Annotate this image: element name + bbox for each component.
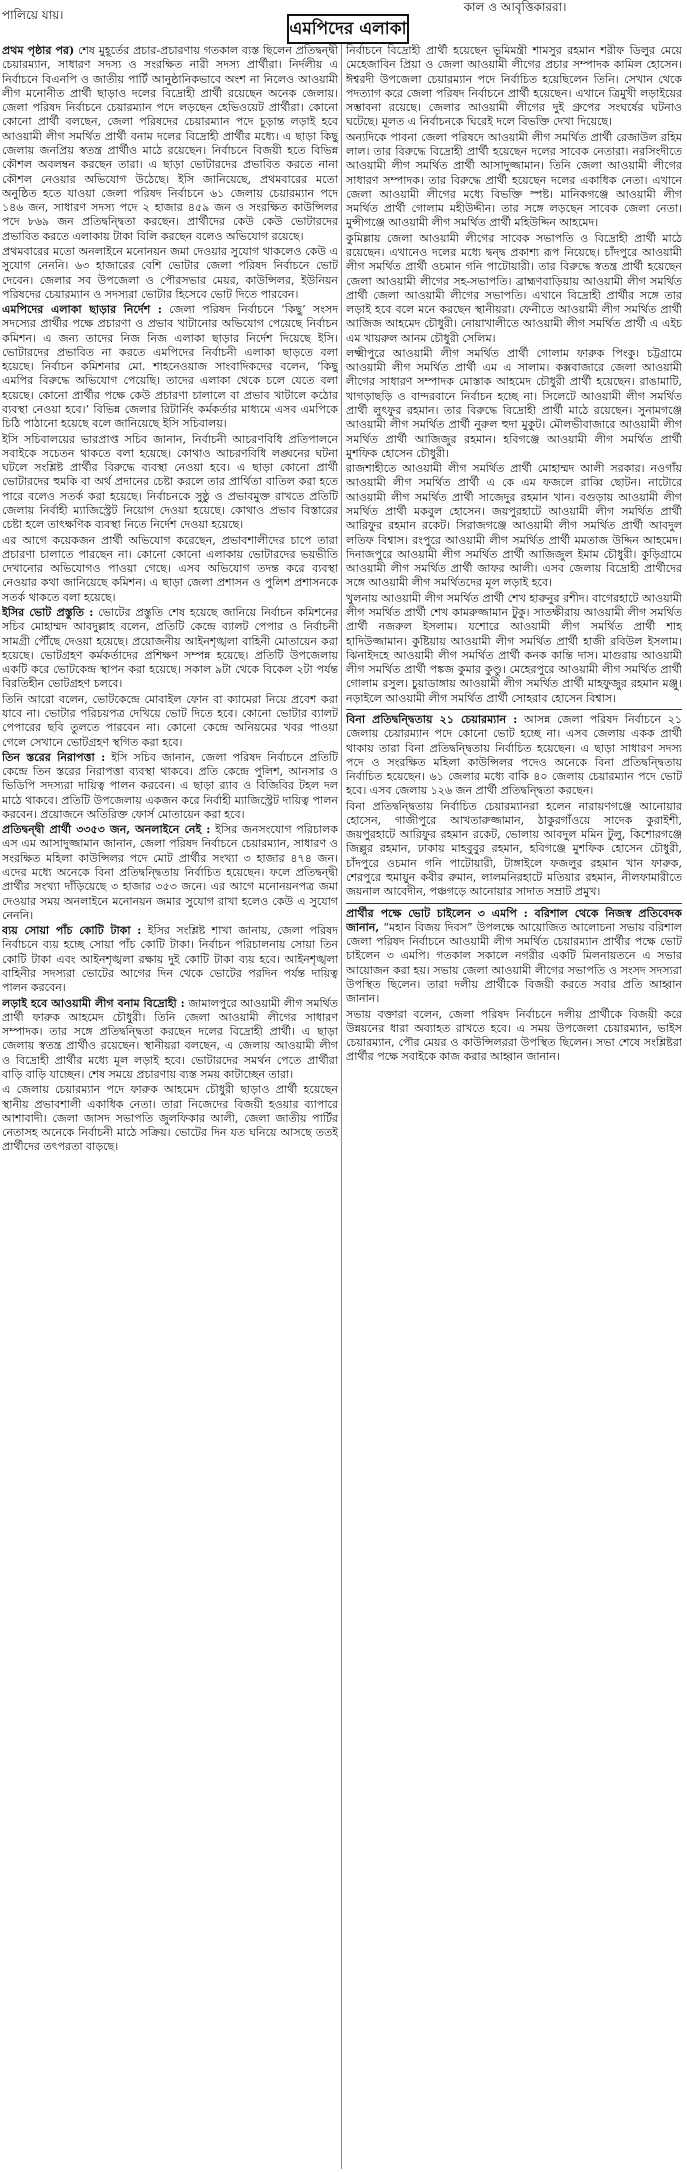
article-title: এমপিদের এলাকা	[287, 14, 409, 44]
section-rule	[346, 709, 682, 710]
paragraph: রাজশাহীতে আওয়ামী লীগ সমর্থিত প্রার্থী মোহাম্মদ আলী সরকার। নওগাঁয় আওয়ামী লীগ সমর্থিত প্রার্থী এ কে এম ফজলে রাব্বি ছোটন। নাটোরে আওয়ামী লীগ সমর্থিত প্রার্থী সাজেদুর রহমান খান। বগুড়ায় আওয়ামী লীগ সমর্থিত প্রার্থী মকবুল হোসেন। জয়পুরহাটে আওয়ামী লীগ সমর্থিত প্রার্থী আরিফুর রহমান রকেট। সিরাজগঞ্জে আওয়ামী লীগ সমর্থিত প্রার্থী আবদুল লতিফ বিশ্বাস। রংপুরে আওয়ামী লীগ সমর্থিত প্রার্থী মমতাজ উদ্দিন আহমেদ। দিনাজপুরে আওয়ামী লীগ সমর্থিত প্রার্থী আজিজুল ইমাম চৌধুরী। কুড়িগ্রামে আওয়ামী লীগ সমর্থিত প্রার্থী জাফর আলী। এসব জেলায় বিদ্রোহী প্রার্থীদের সঙ্গে আওয়ামী লীগ সমর্থিতদের মূল লড়াই হবে।	[346, 462, 682, 590]
subheading: এমপিদের এলাকা ছাড়ার নির্দেশ :	[2, 303, 162, 317]
paragraph: এ জেলায় চেয়ারম্যান পদে ফারুক আহমেদ চৌধুরী ছাড়াও প্রার্থী হয়েছেন স্থানীয় প্রভাবশালী একাধিক নেতা। তারা নিজেদের বিজয়ী হওয়ার ব্যাপারে আশাবাদী। জেলা জাসদ সভাপতি জুলফিকার আলী, জেলা জাতীয় পার্টির নেতাসহ অনেকে নির্বাচনী মাঠে সক্রিয়। ভোটের দিন যত ঘনিয়ে আসছে ততই প্রার্থীদের তৎপরতা বাড়ছে।	[2, 1083, 338, 1154]
paragraph: খুলনায় আওয়ামী লীগ সমর্থিত প্রার্থী শেখ হারুনুর রশীদ। বাগেরহাটে আওয়ামী লীগ সমর্থিত প্রার্থী শেখ কামরুজ্জামান টুকু। সাতক্ষীরায় আওয়ামী লীগ সমর্থিত প্রার্থী নজরুল ইসলাম। যশোরে আওয়ামী লীগ সমর্থিত প্রার্থী শাহ হাদিউজ্জামান। কুষ্টিয়ায় আওয়ামী লীগ সমর্থিত প্রার্থী হাজী রবিউল ইসলাম। ঝিনাইদহে আওয়ামী লীগ সমর্থিত প্রার্থী কনক কান্তি দাস। মাগুরায় আওয়ামী লীগ সমর্থিত প্রার্থী পঙ্কজ কুমার কুণ্ডু। মেহেরপুরে আওয়ামী লীগ সমর্থিত প্রার্থী গোলাম রসুল। চুয়াডাঙ্গায় আওয়ামী লীগ সমর্থিত প্রার্থী মাহফুজুর রহমান মঞ্জু। নড়াইলে আওয়ামী লীগ সমর্থিত প্রার্থী সোহরাব হোসেন বিশ্বাস।	[346, 591, 682, 705]
paragraph: অন্যদিকে পাবনা জেলা পরিষদে আওয়ামী লীগ সমর্থিত প্রার্থী রেজাউল রহিম লাল। তার বিরুদ্ধে বিদ্রোহী প্রার্থী হয়েছেন দলের সাবেক নেতারা। নরসিংদীতে আওয়ামী লীগ সমর্থিত প্রার্থী আসাদুজ্জামান। তিনি জেলা আওয়ামী লীগের সাধারণ সম্পাদক। তার বিরুদ্ধে প্রার্থী হয়েছেন দলের একাধিক নেতা। এখানে জেলা আওয়ামী লীগের মধ্যে বিভক্তি স্পষ্ট। মানিকগঞ্জে আওয়ামী লীগ সমর্থিত প্রার্থী গোলাম মহীউদ্দীন। তার সঙ্গে লড়ছেন সাবেক জেলা নেতা। মুন্সীগঞ্জে আওয়ামী লীগ সমর্থিত প্রার্থী মহিউদ্দিন আহমেদ।	[346, 130, 682, 230]
paragraph: তিন স্তরের নিরাপত্তা : ইসি সচিব জানান, জেলা পরিষদ নির্বাচনে প্রতিটি কেন্দ্রে তিন স্তরের নিরাপত্তা ব্যবস্থা থাকবে। প্রতি কেন্দ্রে পুলিশ, আনসার ও ভিডিপি সদস্যরা দায়িত্ব পালন করবেন। এ ছাড়া র‍্যাব ও বিজিবির টহল দল মাঠে থাকবে। প্রতিটি উপজেলায় একজন করে নির্বাহী ম্যাজিস্ট্রেট দায়িত্ব পালন করবেন। প্রয়োজনে অতিরিক্ত ফোর্স মোতায়েন করা হবে।	[2, 750, 338, 821]
paragraph: বিনা প্রতিদ্বন্দ্বিতায় ২১ চেয়ারম্যান : আসন্ন জেলা পরিষদ নির্বাচনে ২১ জেলায় চেয়ারম্যান পদে কোনো ভোট হচ্ছে না। এসব জেলায় একক প্রার্থী থাকায় তারা বিনা প্রতিদ্বন্দ্বিতায় নির্বাচিত হয়েছেন। এ ছাড়া সাধারণ সদস্য পদে ও সংরক্ষিত মহিলা কাউন্সিলর পদেও অনেকে বিনা প্রতিদ্বন্দ্বিতায় নির্বাচিত হয়েছেন। ৬১ জেলার মধ্যে বাকি ৪০ জেলায় চেয়ারম্যান পদে ভোট হবে। এসব জেলায় ১২৬ জন প্রার্থী প্রতিদ্বন্দ্বিতা করছেন।	[346, 712, 682, 798]
paragraph: তিনি আরো বলেন, ভোটকেন্দ্রে মোবাইল ফোন বা ক্যামেরা নিয়ে প্রবেশ করা যাবে না। ভোটার পরিচয়পত্র দেখিয়ে ভোট দিতে হবে। কোনো ভোটার ব্যালট পেপারের ছবি তুলতে পারবেন না। কোনো কেন্দ্রে অনিয়মের খবর পাওয়া গেলে সেখানে ভোটগ্রহণ স্থগিত করা হবে।	[2, 692, 338, 749]
continuation-text-left: পালিয়ে যায়।	[2, 8, 64, 22]
subheading: বিনা প্রতিদ্বন্দ্বিতায় ২১ চেয়ারম্যান :	[346, 712, 518, 726]
paragraph: প্রতিদ্বন্দ্বী প্রার্থী ৩৩৫৩ জন, অনলাইনে নেই : ইসির জনসংযোগ পরিচালক এস এম আসাদুজ্জামান জানান, জেলা পরিষদ নির্বাচনে চেয়ারম্যান, সাধারণ ও সংরক্ষিত মহিলা কাউন্সিলর পদে মোট প্রার্থীর সংখ্যা ৩ হাজার ৪৭৪ জন। এদের মধ্যে অনেকে বিনা প্রতিদ্বন্দ্বিতায় নির্বাচিত হয়েছেন। ফলে প্রতিদ্বন্দ্বী প্রার্থীর সংখ্যা দাঁড়িয়েছে ৩ হাজার ৩৫৩ জনে। এর আগে মনোনয়নপত্র জমা দেওয়ার সময় অনলাইনে মনোনয়ন জমার সুযোগ রাখা হলেও কেউ এ সুযোগ নেননি।	[2, 823, 338, 922]
paragraph: লড়াই হবে আওয়ামী লীগ বনাম বিদ্রোহী : জামালপুরে আওয়ামী লীগ সমর্থিত প্রার্থী ফারুক আহমেদ চৌধুরী। তিনি জেলা আওয়ামী লীগের সাধারণ সম্পাদক। তার সঙ্গে প্রতিদ্বন্দ্বিতা করছেন দলের বিদ্রোহী প্রার্থী। এ ছাড়া জেলায় স্বতন্ত্র প্রার্থীও রয়েছেন। স্থানীয়রা বলছেন, এ জেলায় আওয়ামী লীগ ও বিদ্রোহী প্রার্থীর মধ্যে মূল লড়াই হবে। ভোটারদের সমর্থন পেতে প্রার্থীরা বাড়ি বাড়ি যাচ্ছেন। শেষ সময়ে প্রচারণায় ব্যস্ত সময় কাটাচ্ছেন তারা।	[2, 996, 338, 1081]
paragraph: কুমিল্লায় জেলা আওয়ামী লীগের সাবেক সভাপতি ও বিদ্রোহী প্রার্থী মাঠে রয়েছেন। এখানেও দলের মধ্যে দ্বন্দ্ব প্রকাশ্য রূপ নিয়েছে। চাঁদপুরে আওয়ামী লীগ সমর্থিত প্রার্থী ওচমান গনি পাটোয়ারী। তার বিরুদ্ধে স্বতন্ত্র প্রার্থী হয়েছেন জেলা আওয়ামী লীগের সহ-সভাপতি। ব্রাহ্মণবাড়িয়ায় আওয়ামী লীগ সমর্থিত প্রার্থী জেলা আওয়ামী লীগের সভাপতি। এখানে বিদ্রোহী প্রার্থীর সঙ্গে তার লড়াই হবে বলে মনে করছেন স্থানীয়রা। ফেনীতে আওয়ামী লীগ সমর্থিত প্রার্থী আজিজ আহমেদ চৌধুরী। নোয়াখালীতে আওয়ামী লীগ সমর্থিত প্রার্থী এ এইচ এম খায়রুল আনম চৌধুরী সেলিম।	[346, 231, 682, 345]
paragraph: প্রার্থীর পক্ষে ভোট চাইলেন ৩ এমপি : বরিশাল থেকে নিজস্ব প্রতিবেদক জানান, “মহান বিজয় দিবস” উপলক্ষে আয়োজিত আলোচনা সভায় বরিশাল জেলা পরিষদ নির্বাচনে আওয়ামী লীগ সমর্থিত চেয়ারম্যান প্রার্থীর পক্ষে ভোট চাইলেন ৩ এমপি। গতকাল সকালে নগরীর একটি মিলনায়তনে এ সভার আয়োজন করা হয়। সভায় জেলা আওয়ামী লীগের সভাপতি ও সংসদ সদস্যরা উপস্থিত ছিলেন। তারা দলীয় প্রার্থীকে বিজয়ী করতে সবার প্রতি আহ্বান জানান।	[346, 906, 682, 1006]
paragraph: ইসি সচিবালয়ের ভারপ্রাপ্ত সচিব জানান, নির্বাচনী আচরণবিধি প্রতিপালনে সবাইকে সচেতন থাকতে বলা হয়েছে। কোথাও আচরণবিধি লঙ্ঘনের ঘটনা ঘটলে সংশ্লিষ্ট প্রার্থীর বিরুদ্ধে ব্যবস্থা নেওয়া হবে। এ ছাড়া কোনো প্রার্থী ভোটারদের হুমকি বা অর্থ প্রদানের চেষ্টা করলে তার প্রার্থিতা বাতিল করা হতে পারে বলেও সতর্ক করা হয়েছে। নির্বাচনকে সুষ্ঠু ও প্রভাবমুক্ত রাখতে প্রতিটি জেলায় নির্বাহী ম্যাজিস্ট্রেট নিয়োগ দেওয়া হয়েছে। কোথাও প্রভাব বিস্তারের চেষ্টা হলে তাৎক্ষণিক ব্যবস্থা নিতে নির্দেশ দেওয়া হয়েছে।	[2, 432, 338, 532]
subheading: তিন স্তরের নিরাপত্তা :	[2, 750, 106, 764]
paragraph: প্রথম পৃষ্ঠার পর) শেষ মুহূর্তের প্রচার-প্রচারণায় গতকাল ব্যস্ত ছিলেন প্রতিদ্বন্দ্বী চেয়ারম্যান, সাধারণ সদস্য ও সংরক্ষিত নারী সদস্য প্রার্থীরা। নির্দলীয় এ নির্বাচনে বিএনপি ও জাতীয় পার্টি আনুষ্ঠানিকভাবে অংশ না নিলেও আওয়ামী লীগ মনোনীত প্রার্থী ছাড়াও দলের বিদ্রোহী প্রার্থী রয়েছেন অনেক জেলায়। জেলা পরিষদ নির্বাচনে চেয়ারম্যান পদে লড়ছেন হেভিওয়েট প্রার্থীরা। কোনো কোনো প্রার্থী বলছেন, জেলা পরিষদের চেয়ারম্যান পদে চূড়ান্ত লড়াই হবে আওয়ামী লীগ সমর্থিত প্রার্থী বনাম দলের বিদ্রোহী প্রার্থীর মধ্যে। এ ছাড়া কিছু জেলায় জনপ্রিয় স্বতন্ত্র প্রার্থীও মাঠে রয়েছেন। নির্বাচনে বিজয়ী হতে বিভিন্ন কৌশল অবলম্বন করছেন তারা। এ ছাড়া ভোটারদের প্রভাবিত করতে নানা কৌশল নেওয়ার অভিযোগ উঠেছে। ইসি জানিয়েছে, প্রথমবারের মতো অনুষ্ঠিত হতে যাওয়া জেলা পরিষদ নির্বাচনে ৬১ জেলায় চেয়ারম্যান পদে ১৪৬ জন, সাধারণ সদস্য পদে ২ হাজার ৪৫৯ জন ও সংরক্ষিত কাউন্সিলর পদে ৮৬৯ জন প্রতিদ্বন্দ্বিতা করছেন। প্রার্থীদের কেউ কেউ ভোটারদের প্রভাবিত করতে এলাকায় টাকা বিলি করছেন বলেও অভিযোগ রয়েছে।	[2, 44, 338, 243]
paragraph: বিনা প্রতিদ্বন্দ্বিতায় নির্বাচিত চেয়ারম্যানরা হলেন নারায়ণগঞ্জে আনোয়ার হোসেন, গাজীপুরে আখতারুজ্জামান, ঠাকুরগাঁওয়ে সাদেক কুরাইশী, জয়পুরহাটে আরিফুর রহমান রকেট, ভোলায় আবদুল মমিন টুলু, কিশোরগঞ্জে জিল্লুর রহমান, ঢাকায় মাহবুবুর রহমান, হবিগঞ্জে মুশফিক হোসেন চৌধুরী, চাঁদপুরে ওচমান গনি পাটোয়ারী, টাঙ্গাইলে ফজলুর রহমান খান ফারুক, শেরপুরে হুমায়ুন কবীর রুমান, লালমনিরহাটে মতিয়ার রহমান, নীলফামারীতে জয়নাল আবেদীন, পঞ্চগড়ে আনোয়ার সাদাত সম্রাট প্রমুখ।	[346, 799, 682, 899]
section-rule	[346, 903, 682, 904]
subheading: প্রার্থীর পক্ষে ভোট চাইলেন ৩ এমপি : বরিশাল থেকে নিজস্ব প্রতিবেদক জানান,	[346, 906, 682, 934]
paragraph: এর আগে কয়েকজন প্রার্থী অভিযোগ করেছেন, প্রভাবশালীদের চাপে তারা প্রচারণা চালাতে পারছেন না। কোনো কোনো এলাকায় ভোটারদের ভয়ভীতি দেখানোর অভিযোগও পাওয়া গেছে। এসব অভিযোগ তদন্ত করে ব্যবস্থা নেওয়ার কথা জানিয়েছে কমিশন। এ ছাড়া জেলা প্রশাসন ও পুলিশ প্রশাসনকে সতর্ক থাকতে বলা হয়েছে।	[2, 533, 338, 604]
paragraph: লক্ষ্মীপুরে আওয়ামী লীগ সমর্থিত প্রার্থী গোলাম ফারুক পিংকু। চট্টগ্রামে আওয়ামী লীগ সমর্থিত প্রার্থী এম এ সালাম। কক্সবাজারে জেলা আওয়ামী লীগের সাধারণ সম্পাদক মোস্তাক আহমেদ চৌধুরী প্রার্থী হয়েছেন। রাঙামাটি, খাগড়াছড়ি ও বান্দরবানে নির্বাচন হচ্ছে না। সিলেটে আওয়ামী লীগ সমর্থিত প্রার্থী লুৎফুর রহমান। তার বিরুদ্ধে বিদ্রোহী প্রার্থী মাঠে রয়েছেন। সুনামগঞ্জে আওয়ামী লীগ সমর্থিত প্রার্থী নুরুল হুদা মুকুট। মৌলভীবাজারে আওয়ামী লীগ সমর্থিত প্রার্থী আজিজুর রহমান। হবিগঞ্জে আওয়ামী লীগ সমর্থিত প্রার্থী মুশফিক হোসেন চৌধুরী।	[346, 346, 682, 460]
subheading: ব্যয় সোয়া পাঁচ কোটি টাকা :	[2, 924, 142, 938]
left-column	[2, 44, 338, 2169]
paragraph: ব্যয় সোয়া পাঁচ কোটি টাকা : ইসির সংশ্লিষ্ট শাখা জানায়, জেলা পরিষদ নির্বাচনে ব্যয় হচ্ছে সোয়া পাঁচ কোটি টাকা। নির্বাচন পরিচালনায় সোয়া তিন কোটি টাকা এবং আইনশৃঙ্খলা রক্ষায় দুই কোটি টাকা ব্যয় হবে। আইনশৃঙ্খলা বাহিনীর সদস্যরা ভোটের আগের দিন থেকে ভোটের পরদিন পর্যন্ত দায়িত্ব পালন করবেন।	[2, 924, 338, 995]
column-divider	[341, 44, 342, 2169]
subheading: প্রতিদ্বন্দ্বী প্রার্থী ৩৩৫৩ জন, অনলাইনে নেই :	[2, 823, 211, 837]
continuation-text-right: কাল ও আবৃত্তিকাররা।	[463, 0, 567, 14]
continued-from-label: প্রথম পৃষ্ঠার পর)	[2, 44, 75, 57]
subheading: ইসির ভোট প্রস্তুতি :	[2, 605, 94, 619]
paragraph: এমপিদের এলাকা ছাড়ার নির্দেশ : জেলা পরিষদ নির্বাচনে ‘কিছু’ সংসদ সদস্যের প্রার্থীর পক্ষে প্রচারণা ও প্রভাব খাটানোর অভিযোগ পেয়েছে নির্বাচন কমিশন। এ জন্য তাদের নিজ নিজ এলাকা ছাড়ার নির্দেশ দিয়েছে ইসি। ভোটারদের প্রভাবিত না করতে এমপিদের নির্বাচনী এলাকা ছাড়তে বলা হয়েছে। নির্বাচন কমিশনার মো. শাহনেওয়াজ সাংবাদিকদের বলেন, ‘কিছু এমপির বিরুদ্ধে অভিযোগ পেয়েছি। তাদের এলাকা থেকে চলে যেতে বলা হয়েছে। কোনো প্রার্থীর পক্ষে কেউ প্রচারণা চালালে বা প্রভাব খাটালে কঠোর ব্যবস্থা নেওয়া হবে।’ বিভিন্ন জেলার রিটার্নিং কর্মকর্তার মাধ্যমে এসব এমপিকে চিঠি পাঠানো হয়েছে বলে জানিয়েছে ইসি সচিবালয়।	[2, 303, 338, 431]
paragraph: সভায় বক্তারা বলেন, জেলা পরিষদ নির্বাচনে দলীয় প্রার্থীকে বিজয়ী করে উন্নয়নের ধারা অব্যাহত রাখতে হবে। এ সময় উপজেলা চেয়ারম্যান, ভাইস চেয়ারম্যান, পৌর মেয়র ও কাউন্সিলররা উপস্থিত ছিলেন। সভা শেষে সংশ্লিষ্টরা প্রার্থীর পক্ষে সবাইকে কাজ করার আহ্বান জানান।	[346, 1007, 682, 1064]
paragraph: ইসির ভোট প্রস্তুতি : ভোটের প্রস্তুতি শেষ হয়েছে জানিয়ে নির্বাচন কমিশনের সচিব মোহাম্মদ আবদুল্লাহ বলেন, প্রতিটি কেন্দ্রে ব্যালট পেপার ও নির্বাচনী সামগ্রী পৌঁছে দেওয়া হয়েছে। প্রয়োজনীয় আইনশৃঙ্খলা বাহিনী মোতায়েন করা হয়েছে। ভোটগ্রহণ কর্মকর্তাদের প্রশিক্ষণ সম্পন্ন হয়েছে। প্রতিটি উপজেলায় একটি করে ভোটকেন্দ্র স্থাপন করা হয়েছে। সকাল ৯টা থেকে বিকেল ২টা পর্যন্ত বিরতিহীন ভোটগ্রহণ চলবে।	[2, 605, 338, 691]
paragraph: প্রথমবারের মতো অনলাইনে মনোনয়ন জমা দেওয়ার সুযোগ থাকলেও কেউ এ সুযোগ নেননি। ৬৩ হাজারের বেশি ভোটার জেলা পরিষদ নির্বাচনে ভোট দেবেন। জেলার সব উপজেলা ও পৌরসভার মেয়র, কাউন্সিলর, ইউনিয়ন পরিষদের চেয়ারম্যান ও সদস্যরা ভোটার হিসেবে ভোট দিতে পারবেন।	[2, 244, 338, 301]
paragraph: নির্বাচনে বিদ্রোহী প্রার্থী হয়েছেন ভূমিমন্ত্রী শামসুর রহমান শরীফ ডিলুর মেয়ে মেহেজাবিন প্রিয়া ও জেলা আওয়ামী লীগের প্রচার সম্পাদক কামিল হোসেন। ঈশ্বরদী উপজেলা চেয়ারম্যান পদে নির্বাচিত হয়েছিলেন তিনি। সেখান থেকে পদত্যাগ করে জেলা পরিষদ নির্বাচনে প্রার্থী হয়েছেন। এখানে ত্রিমুখী লড়াইয়ের সম্ভাবনা রয়েছে। জেলার আওয়ামী লীগের দুই গ্রুপের সংঘর্ষের ঘটনাও ঘটেছে। মূলত এ নির্বাচনকে ঘিরেই দলে বিভক্তি দেখা দিয়েছে।	[346, 44, 682, 129]
right-column	[346, 44, 682, 2169]
subheading: লড়াই হবে আওয়ামী লীগ বনাম বিদ্রোহী :	[2, 996, 185, 1010]
